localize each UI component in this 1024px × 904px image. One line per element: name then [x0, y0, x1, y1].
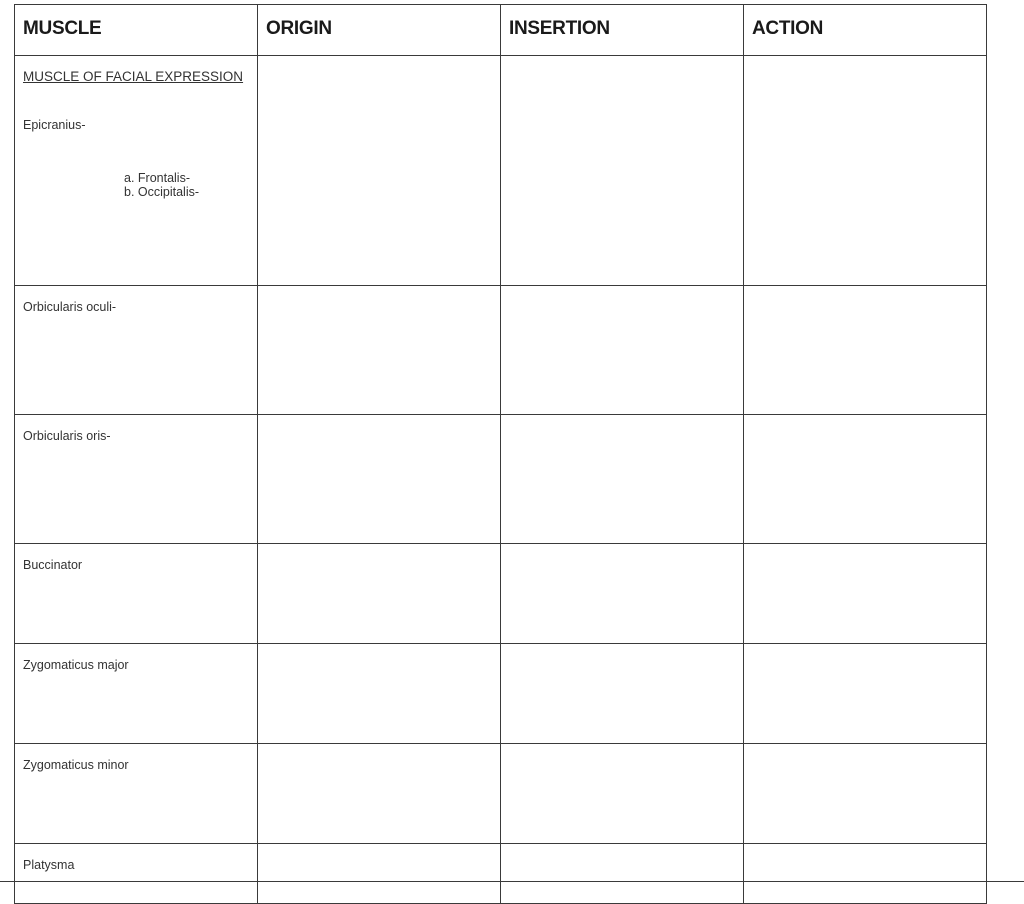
- insertion-cell[interactable]: [501, 56, 744, 286]
- table-row-platysma: [15, 844, 987, 904]
- sub-muscle-occipitalis: b. Occipitalis-: [124, 185, 200, 199]
- origin-cell[interactable]: [258, 844, 501, 904]
- header-muscle-label: MUSCLE: [23, 18, 102, 39]
- origin-cell[interactable]: [258, 415, 501, 544]
- header-origin-label: ORIGIN: [266, 18, 332, 39]
- header-row: [15, 5, 987, 56]
- table-row-orbicularis-oris: [15, 415, 987, 544]
- section-heading: MUSCLE OF FACIAL EXPRESSION: [23, 69, 244, 84]
- insertion-value: [501, 56, 743, 70]
- muscle-name: Epicranius-: [23, 118, 86, 132]
- header-insertion-label: INSERTION: [509, 18, 610, 39]
- action-cell[interactable]: [744, 544, 987, 644]
- action-cell[interactable]: [744, 415, 987, 544]
- page-bottom-divider: [0, 881, 1024, 882]
- action-value: [744, 286, 986, 300]
- header-insertion: [501, 5, 744, 56]
- action-value: [744, 415, 986, 429]
- action-cell[interactable]: [744, 844, 987, 904]
- action-value: [744, 56, 986, 70]
- action-value: [744, 544, 986, 558]
- action-value: [744, 744, 986, 758]
- insertion-cell[interactable]: [501, 744, 744, 844]
- muscle-name: Zygomaticus minor: [23, 758, 129, 772]
- action-cell[interactable]: [744, 286, 987, 415]
- table-row-zygomaticus-minor: [15, 744, 987, 844]
- muscle-cell: [15, 844, 258, 904]
- origin-cell[interactable]: [258, 544, 501, 644]
- table-row-buccinator: [15, 544, 987, 644]
- origin-value: [258, 56, 500, 70]
- insertion-value: [501, 644, 743, 658]
- header-action-label: ACTION: [752, 18, 824, 39]
- table-header: [15, 5, 987, 56]
- muscle-name: Buccinator: [23, 558, 83, 572]
- insertion-cell[interactable]: [501, 644, 744, 744]
- table-row-epicranius: [15, 56, 987, 286]
- muscle-cell: [15, 56, 258, 286]
- origin-cell[interactable]: [258, 744, 501, 844]
- muscle-worksheet-table: [14, 4, 987, 904]
- muscle-cell: [15, 644, 258, 744]
- origin-value: [258, 744, 500, 758]
- insertion-cell[interactable]: [501, 415, 744, 544]
- muscle-name: Platysma: [23, 858, 75, 872]
- insertion-value: [501, 544, 743, 558]
- table-row-orbicularis-oculi: [15, 286, 987, 415]
- origin-value: [258, 544, 500, 558]
- header-origin: [258, 5, 501, 56]
- origin-cell[interactable]: [258, 56, 501, 286]
- action-value: [744, 644, 986, 658]
- table-row-zygomaticus-major: [15, 644, 987, 744]
- muscle-name: Zygomaticus major: [23, 658, 129, 672]
- insertion-cell[interactable]: [501, 544, 744, 644]
- origin-value: [258, 415, 500, 429]
- sub-muscle-list: [124, 171, 249, 199]
- table-body: [15, 56, 987, 904]
- origin-value: [258, 286, 500, 300]
- action-value: [744, 844, 986, 858]
- muscle-cell: [15, 286, 258, 415]
- muscle-name: Orbicularis oris-: [23, 429, 111, 443]
- header-action: [744, 5, 987, 56]
- origin-cell[interactable]: [258, 644, 501, 744]
- muscle-cell: [15, 744, 258, 844]
- insertion-cell[interactable]: [501, 844, 744, 904]
- insertion-value: [501, 286, 743, 300]
- origin-value: [258, 844, 500, 858]
- insertion-cell[interactable]: [501, 286, 744, 415]
- origin-cell[interactable]: [258, 286, 501, 415]
- origin-value: [258, 644, 500, 658]
- insertion-value: [501, 844, 743, 858]
- muscle-name: Orbicularis oculi-: [23, 300, 117, 314]
- header-muscle: [15, 5, 258, 56]
- muscle-cell: [15, 415, 258, 544]
- insertion-value: [501, 415, 743, 429]
- action-cell[interactable]: [744, 56, 987, 286]
- sub-muscle-frontalis: a. Frontalis-: [124, 171, 190, 185]
- action-cell[interactable]: [744, 744, 987, 844]
- insertion-value: [501, 744, 743, 758]
- action-cell[interactable]: [744, 644, 987, 744]
- muscle-cell: [15, 544, 258, 644]
